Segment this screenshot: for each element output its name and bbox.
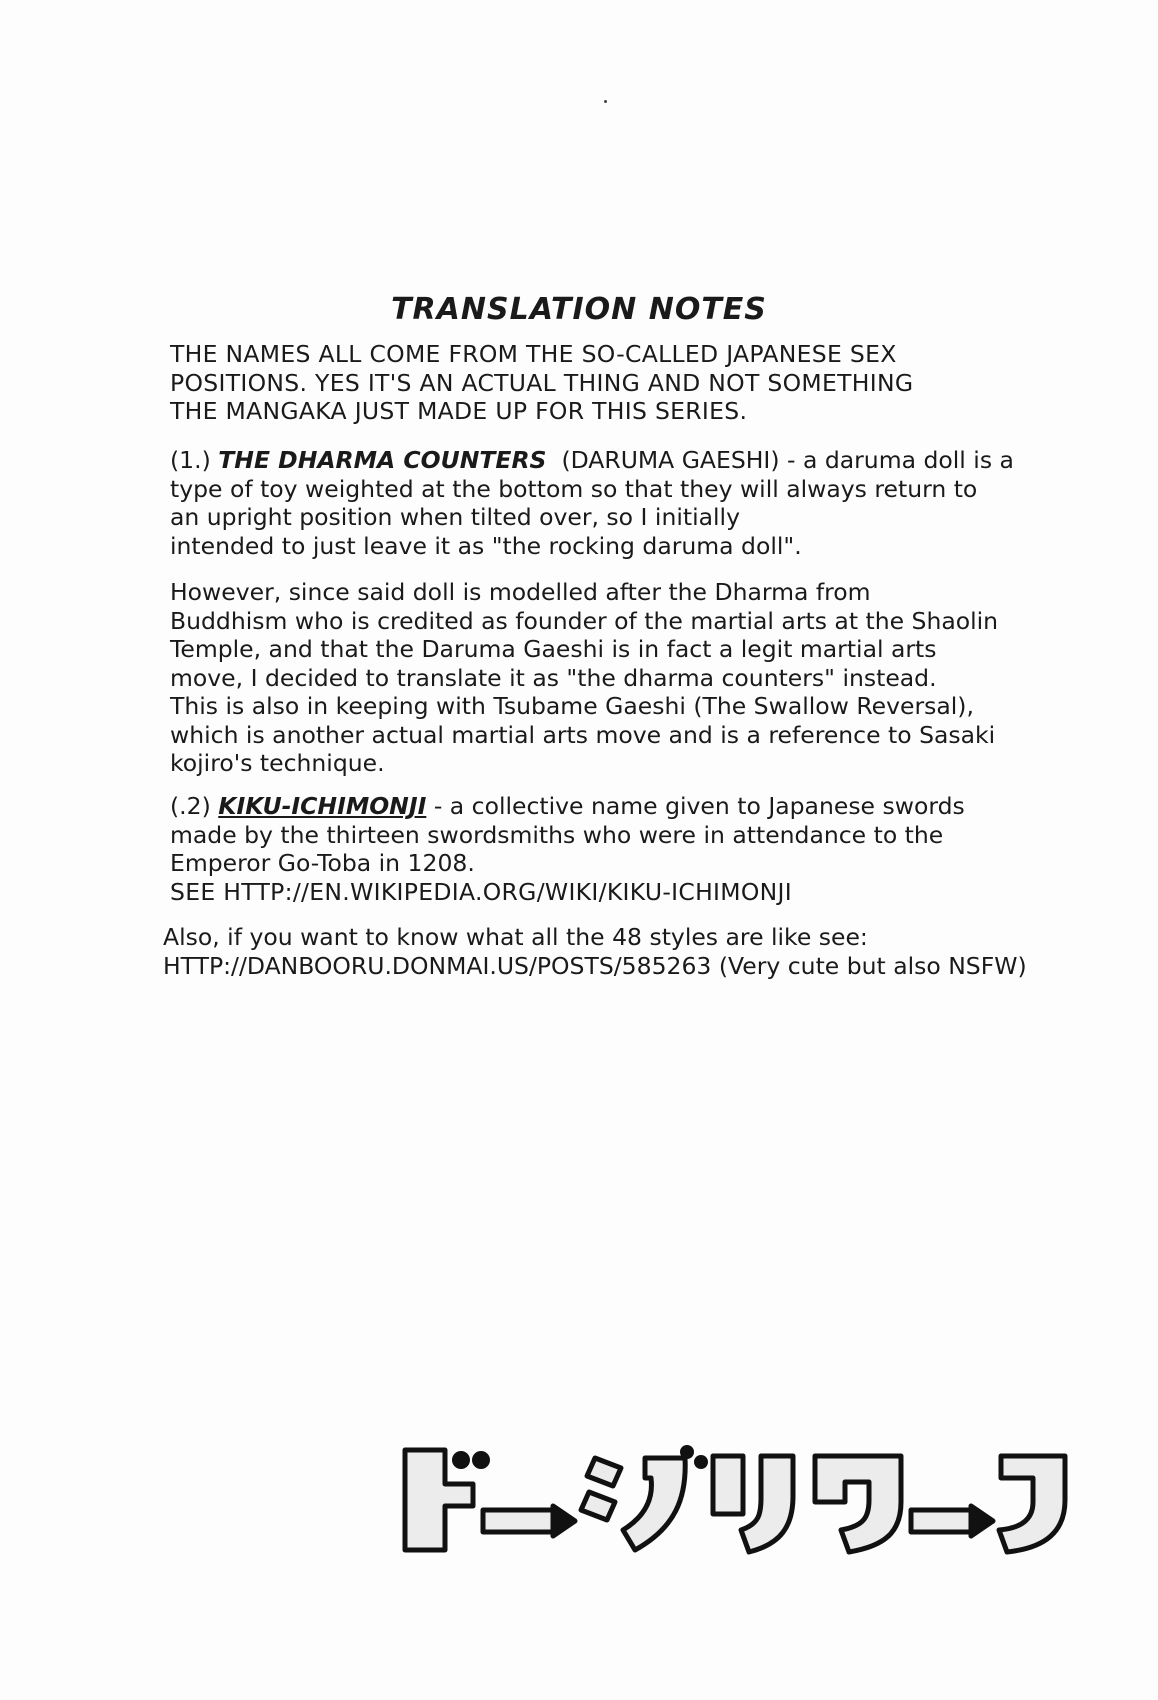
outro-paragraph xyxy=(163,923,1063,980)
outro-line: Also, if you want to know what all the 48 styles are like see: xyxy=(163,923,868,951)
scan-speck xyxy=(604,100,607,103)
note-1b-line: Buddhism who is credited as founder of the martial arts at the Shaolin xyxy=(170,606,999,635)
page-title: TRANSLATION NOTES xyxy=(391,292,767,327)
note-2-first-line xyxy=(170,792,1070,821)
note-1-line: intended to just leave it as "the rocking daruma doll". xyxy=(170,531,802,560)
note-1-line: an upright position when tilted over, so I initially xyxy=(170,503,740,531)
note-2-url-line: SEE HTTP://EN.WIKIPEDIA.ORG/WIKI/KIKU-ICHIMONJI xyxy=(170,877,792,906)
intro-paragraph xyxy=(170,340,1070,426)
note-2-line: made by the thirteen swordsmiths who were in attendance to the xyxy=(170,820,944,849)
note-1b-line: Temple, and that the Daruma Gaeshi is in fact a legit martial arts xyxy=(170,635,937,663)
note-2-number: (.2) xyxy=(170,792,211,820)
note-1-continued-paragraph xyxy=(170,578,1070,778)
intro-line: THE NAMES ALL COME FROM THE SO-CALLED JAPANESE SEX xyxy=(170,340,897,368)
note-1-term: THE DHARMA COUNTERS xyxy=(218,446,547,474)
note-2-paragraph xyxy=(170,792,1070,906)
note-1b-line: This is also in keeping with Tsubame Gaeshi (The Swallow Reversal), xyxy=(170,692,974,720)
note-1b-line: which is another actual martial arts move and is a reference to Sasaki xyxy=(170,720,996,749)
note-1b-line: However, since said doll is modelled after the Dharma from xyxy=(170,578,871,606)
note-2-first-line-rest: - a collective name given to Japanese swords xyxy=(433,792,965,820)
note-1-line: type of toy weighted at the bottom so that they will always return to xyxy=(170,474,978,503)
doujin-work-logo xyxy=(395,1438,1075,1558)
note-1-first-line xyxy=(170,446,1070,475)
note-1b-line: move, I decided to translate it as "the dharma counters" instead. xyxy=(170,663,937,692)
note-2-term: KIKU-ICHIMONJI xyxy=(218,792,427,820)
outro-url-line: HTTP://DANBOORU.DONMAI.US/POSTS/585263 (Very cute but also NSFW) xyxy=(163,951,1027,980)
note-1-first-line-rest: (DARUMA GAESHI) - a daruma doll is a xyxy=(561,446,1014,474)
intro-line: THE MANGAKA JUST MADE UP FOR THIS SERIES. xyxy=(170,397,748,425)
intro-line: POSITIONS. YES IT'S AN ACTUAL THING AND NOT SOMETHING xyxy=(170,368,914,397)
note-2-line: Emperor Go-Toba in 1208. xyxy=(170,849,475,877)
note-1b-line: kojiro's technique. xyxy=(170,749,385,777)
note-1-number: (1.) xyxy=(170,446,211,474)
note-1-paragraph xyxy=(170,446,1070,560)
